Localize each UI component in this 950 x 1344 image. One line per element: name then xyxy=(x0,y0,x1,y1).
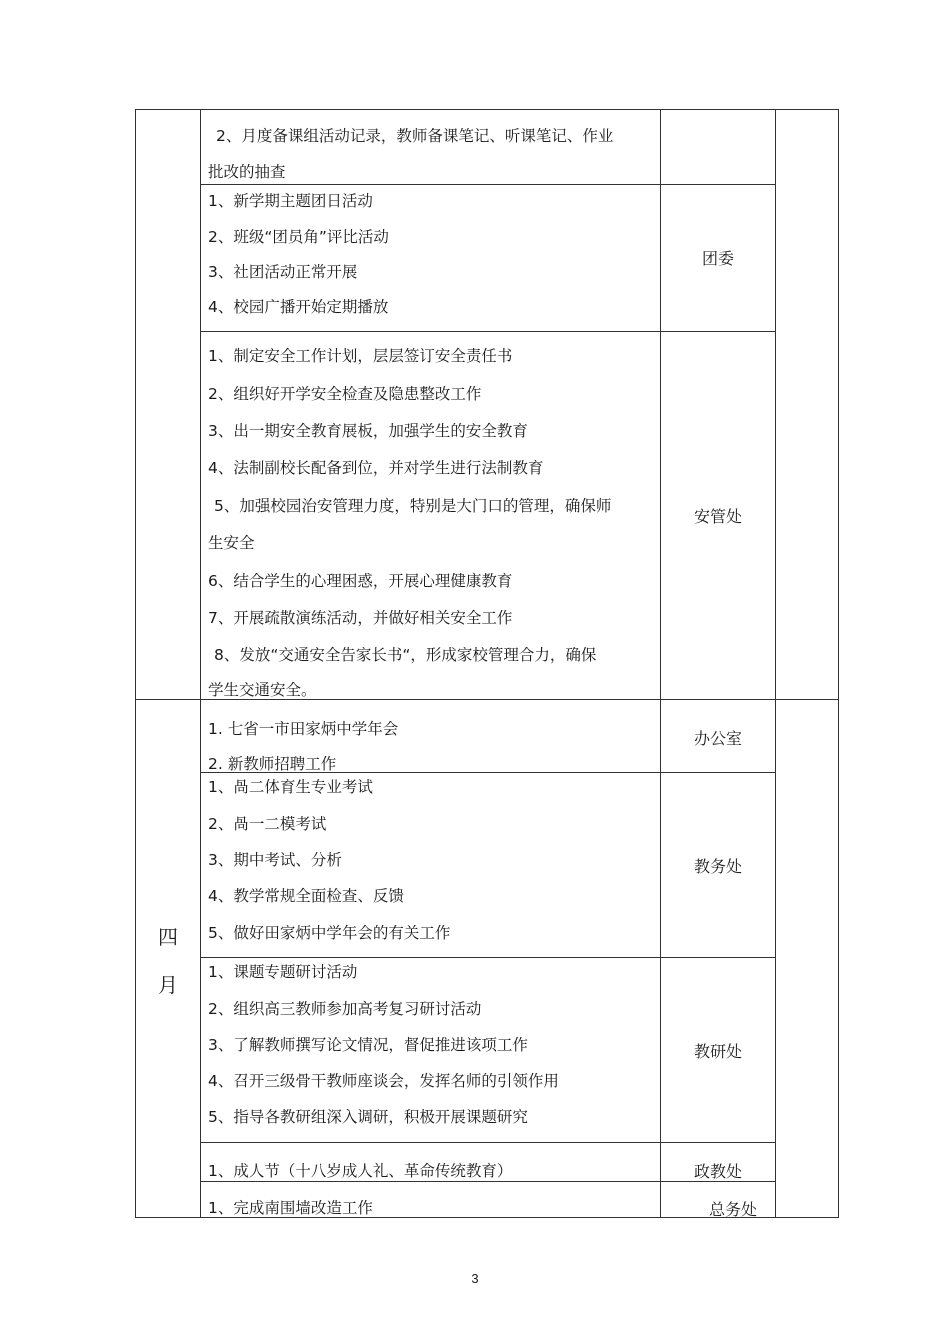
row2-line5: 5、加强校园治安管理力度，特别是大门口的管理，确保师 xyxy=(214,497,612,515)
dept-teaching-research: 教研处 xyxy=(693,1042,742,1061)
row6-line1: 1、成人节（十八岁成人礼、革命传统教育） xyxy=(208,1162,513,1180)
dept-office: 办公室 xyxy=(693,729,742,748)
row4-line4: 4、教学常规全面检查、反馈 xyxy=(208,887,404,905)
row4-line2: 2、咼一二模考试 xyxy=(208,815,327,833)
row1-line1: 1、新学期主题团日活动 xyxy=(208,192,373,210)
dept-safety: 安管处 xyxy=(693,507,742,526)
month-char-1: 四 xyxy=(158,925,178,949)
row1-line4: 4、校园广播开始定期播放 xyxy=(208,298,389,316)
row2-line1: 1、制定安全工作计划，层层签订安全责任书 xyxy=(208,347,513,365)
row3-line1: 1. 七省一市田家炳中学年会 xyxy=(208,720,399,738)
dept-academic-affairs: 教务处 xyxy=(693,857,742,876)
row2-line3: 3、出一期安全教育展板，加强学生的安全教育 xyxy=(208,422,528,440)
dept-general-affairs: 总务处 xyxy=(708,1200,757,1219)
row1-line2: 2、班级“团员角”评比活动 xyxy=(208,228,389,246)
row4-line3: 3、期中考试、分析 xyxy=(208,851,342,869)
row2-line2: 2、组织好开学安全检查及隐患整改工作 xyxy=(208,385,482,403)
row5-line3: 3、了解教师撰写论文情况，督促推进该项工作 xyxy=(208,1036,528,1054)
row2-line9: 8、发放“交通安全告家长书“，形成家校管理合力，确保 xyxy=(214,646,597,664)
row2-line4: 4、法制副校长配备到位，并对学生进行法制教育 xyxy=(208,459,544,477)
row5-line2: 2、组织高三教师参加高考复习研讨活动 xyxy=(208,1000,482,1018)
row0-line1: 2、月度备课组活动记录，教师备课笔记、听课笔记、作业 xyxy=(216,127,614,145)
row5-line5: 5、指导各教研组深入调研，积极开展课题研究 xyxy=(208,1108,528,1126)
page-number: 3 xyxy=(471,1271,479,1286)
row4-line1: 1、咼二体育生专业考试 xyxy=(208,778,373,796)
row2-line7: 6、结合学生的心理困惑，开展心理健康教育 xyxy=(208,572,513,590)
row3-line2: 2. 新教师招聘工作 xyxy=(208,755,337,773)
dept-political-education: 政教处 xyxy=(693,1162,742,1181)
row5-line4: 4、召开三级骨干教师座谈会，发挥名师的引领作用 xyxy=(208,1072,559,1090)
row0-line2: 批改的抽查 xyxy=(208,163,286,181)
row5-line1: 1、课题专题研讨活动 xyxy=(208,963,358,981)
row2-line8: 7、开展疏散演练活动，并做好相关安全工作 xyxy=(208,609,513,627)
row2-line6: 生安全 xyxy=(208,534,255,552)
row2-line10: 学生交通安全。 xyxy=(208,681,317,699)
row7-line1: 1、完成南围墙改造工作 xyxy=(208,1199,373,1217)
row1-line3: 3、社团活动正常开展 xyxy=(208,263,358,281)
row4-line5: 5、做好田家炳中学年会的有关工作 xyxy=(208,924,451,942)
dept-youth-league: 团委 xyxy=(701,249,734,268)
month-char-2: 月 xyxy=(158,973,178,997)
